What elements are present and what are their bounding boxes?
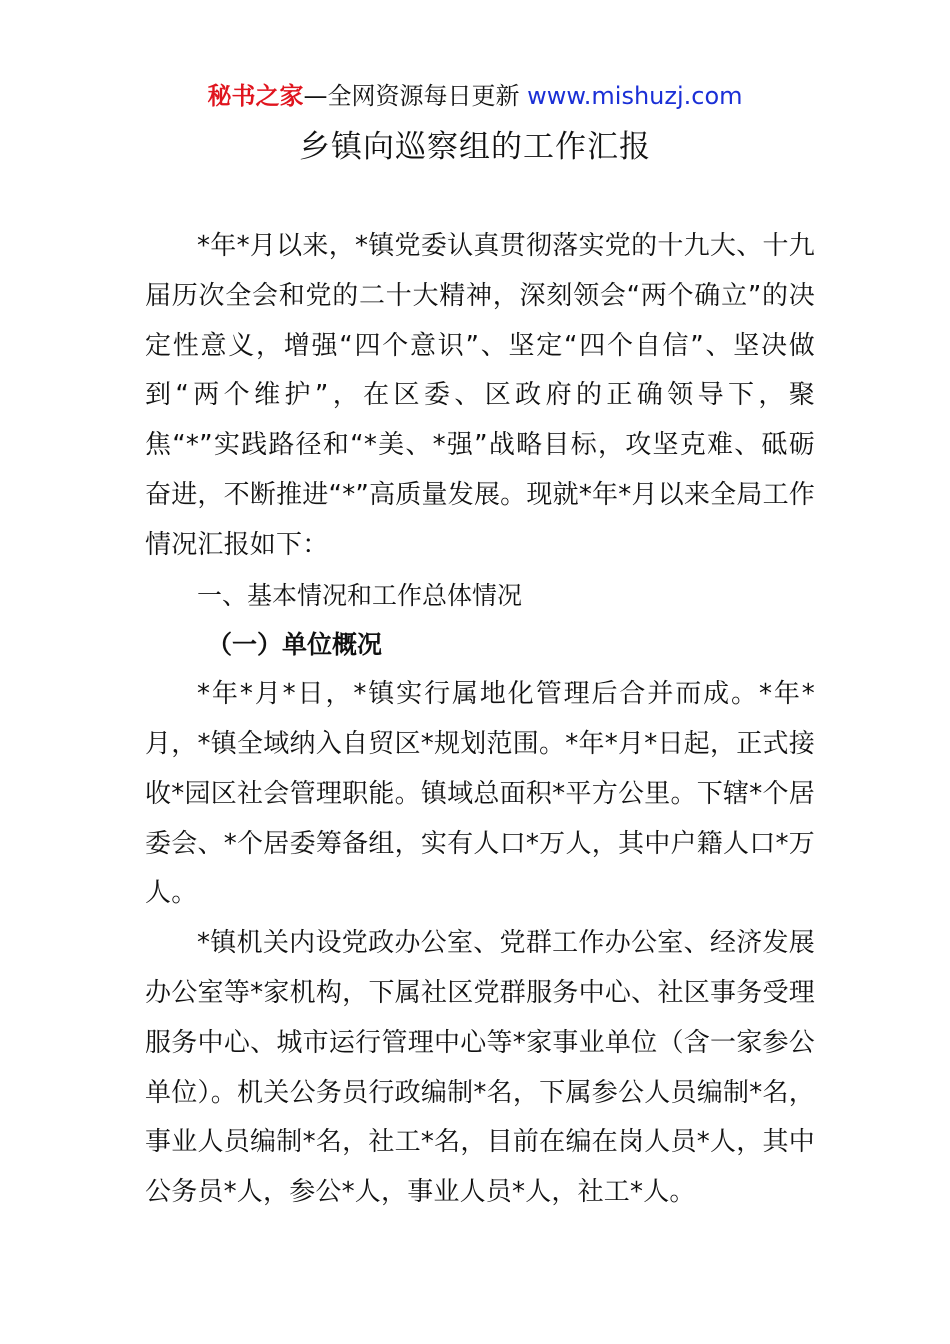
header-tagline: —全网资源每日更新: [303, 82, 520, 110]
document-body: [145, 222, 815, 1218]
brand-name: 秘书之家: [207, 82, 304, 110]
overview-paragraph-1: *年*月*日，*镇实行属地化管理后合并而成。*年*月，*镇全域纳入自贸区*规划范围。*年*月*日起，正式接收*园区社会管理职能。镇域总面积*平方公里。下辖*个居委会、*个居委筹备组，实有人口*万人，其中户籍人口*万人。: [145, 679, 815, 909]
header-banner: [0, 80, 950, 112]
site-url-link[interactable]: www.mishuzj.com: [527, 82, 743, 110]
document-title: 乡镇向巡察组的工作汇报: [299, 129, 651, 165]
section-heading: 一、基本情况和工作总体情况: [197, 580, 523, 610]
subsection-heading: （一）单位概况: [207, 630, 383, 660]
overview-paragraph-2: *镇机关内设党政办公室、党群工作办公室、经济发展办公室等*家机构，下属社区党群服务中心、社区事务受理服务中心、城市运行管理中心等*家事业单位（含一家参公单位）。机关公务员行政编制*名，下属参公人员编制*名，事业人员编制*名，社工*名，目前在编在岗人员*人，其中公务员*人，参公*人，事业人员*人，社工*人。: [145, 928, 815, 1208]
intro-paragraph: *年*月以来，*镇党委认真贯彻落实党的十九大、十九届历次全会和党的二十大精神，深刻领会“两个确立”的决定性意义，增强“四个意识”、坚定“四个自信”、坚决做到“两个维护”，在区委、区政府的正确领导下，聚焦“*”实践路径和“*美、*强”战略目标，攻坚克难、砥砺奋进，不断推进“*”高质量发展。现就*年*月以来全局工作情况汇报如下：: [145, 231, 815, 560]
